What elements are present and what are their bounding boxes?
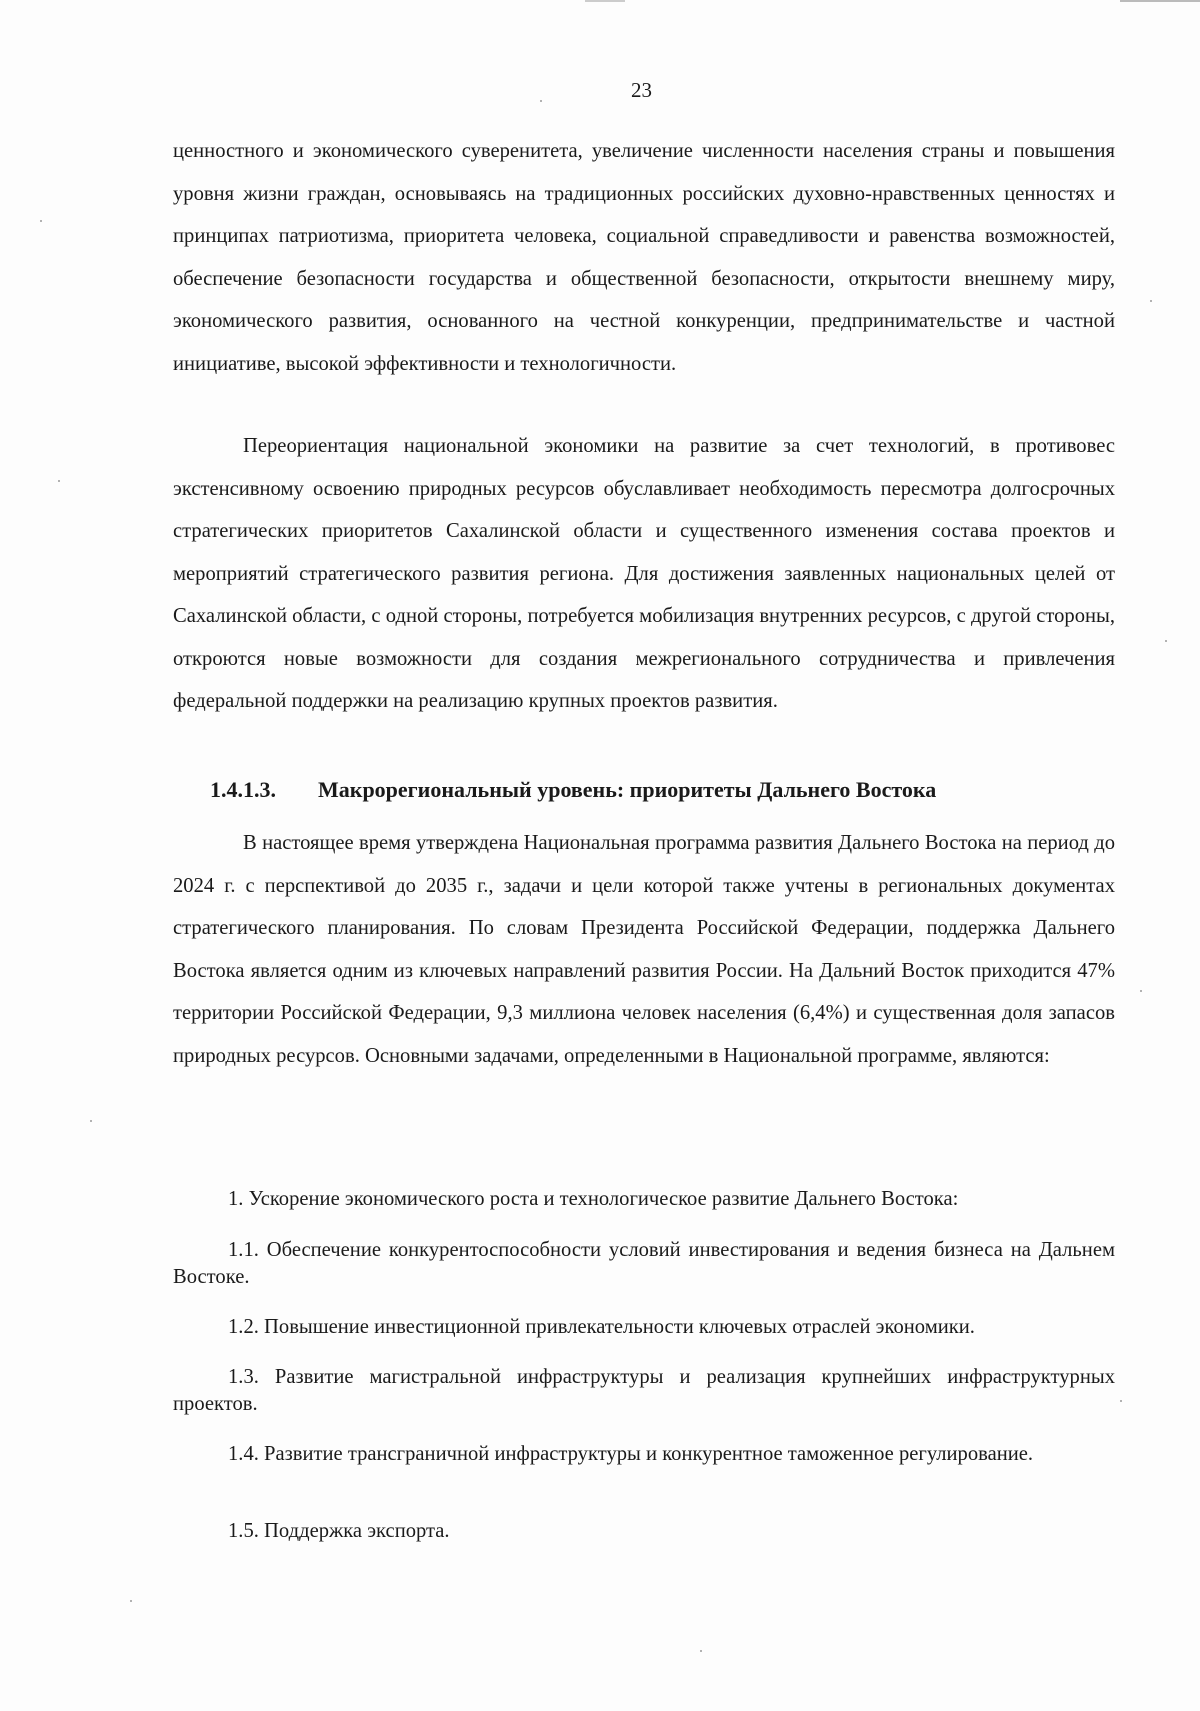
section-title: Макрорегиональный уровень: приоритеты Дальнего Востока bbox=[318, 777, 937, 802]
scan-speck bbox=[1120, 1400, 1122, 1402]
scan-speck bbox=[540, 100, 542, 102]
paragraph-far-east-program bbox=[173, 822, 1115, 1077]
paragraph-reorientation bbox=[173, 425, 1115, 723]
list-item bbox=[173, 1364, 1115, 1418]
paragraph-continuation bbox=[173, 130, 1115, 385]
list-item-text: 1.4. Развитие трансграничной инфраструктуры и конкурентное таможенное регулирование. bbox=[228, 1443, 1034, 1465]
section-number: 1.4.1.3. bbox=[210, 777, 276, 802]
paragraph-text: Переориентация национальной экономики на развитие за счет технологий, в противовес экстенсивному освоению природных ресурсов обуславливает необходимость пересмотра долгосрочных стратегических приоритетов Сахалинской области и существенного изменения состава проектов и мероприятий стратегического развития региона. Для достижения заявленных национальных целей от Сахалинской области, с одной стороны, потребуется мобилизация внутренних ресурсов, с другой стороны, откроются новые возможности для создания межрегионального сотрудничества и привлечения федеральной поддержки на реализацию крупных проектов развития. bbox=[173, 435, 1115, 712]
list-item bbox=[173, 1186, 1115, 1213]
scan-speck bbox=[130, 1600, 132, 1602]
list-item-text: 1. Ускорение экономического роста и технологическое развитие Дальнего Востока: bbox=[228, 1188, 959, 1210]
scan-speck bbox=[1140, 990, 1142, 992]
scan-speck bbox=[1150, 300, 1152, 302]
section-heading bbox=[210, 777, 936, 803]
scan-speck bbox=[58, 480, 60, 482]
list-item-text: 1.5. Поддержка экспорта. bbox=[228, 1520, 450, 1542]
list-item-text: 1.2. Повышение инвестиционной привлекательности ключевых отраслей экономики. bbox=[228, 1316, 975, 1338]
list-item bbox=[173, 1441, 1115, 1468]
scan-speck bbox=[1165, 640, 1167, 642]
scan-speck bbox=[90, 1120, 92, 1122]
scan-edge-mark bbox=[585, 0, 625, 2]
list-item bbox=[173, 1518, 1115, 1545]
list-item-text: 1.3. Развитие магистральной инфраструктуры и реализация крупнейших инфраструктурных проектов. bbox=[173, 1366, 1115, 1415]
scan-speck bbox=[40, 220, 42, 222]
scan-speck bbox=[700, 1650, 702, 1652]
paragraph-text: В настоящее время утверждена Национальная программа развития Дальнего Востока на период до 2024 г. с перспективой до 2035 г., задачи и цели которой также учтены в региональных документах стратегического планирования. По словам Президента Российской Федерации, поддержка Дальнего Востока является одним из ключевых направлений развития России. На Дальний Восток приходится 47% территории Российской Федерации, 9,3 миллиона человек населения (6,4%) и существенная доля запасов природных ресурсов. Основными задачами, определенными в Национальной программе, являются: bbox=[173, 832, 1115, 1067]
scan-edge-mark bbox=[1120, 0, 1200, 2]
paragraph-text: ценностного и экономического суверенитета, увеличение численности населения страны и повышения уровня жизни граждан, основываясь на традиционных российских духовно-нравственных ценностях и принципах патриотизма, приоритета человека, социальной справедливости и равенства возможностей, обеспечение безопасности государства и общественной безопасности, открытости внешнему миру, экономического развития, основанного на честной конкуренции, предпринимательстве и частной инициативе, высокой эффективности и технологичности. bbox=[173, 140, 1115, 375]
list-item-text: 1.1. Обеспечение конкурентоспособности условий инвестирования и ведения бизнеса на Дальнем Востоке. bbox=[173, 1239, 1115, 1288]
page-number: 23 bbox=[631, 78, 652, 102]
list-item bbox=[173, 1237, 1115, 1291]
list-item bbox=[173, 1314, 1115, 1341]
